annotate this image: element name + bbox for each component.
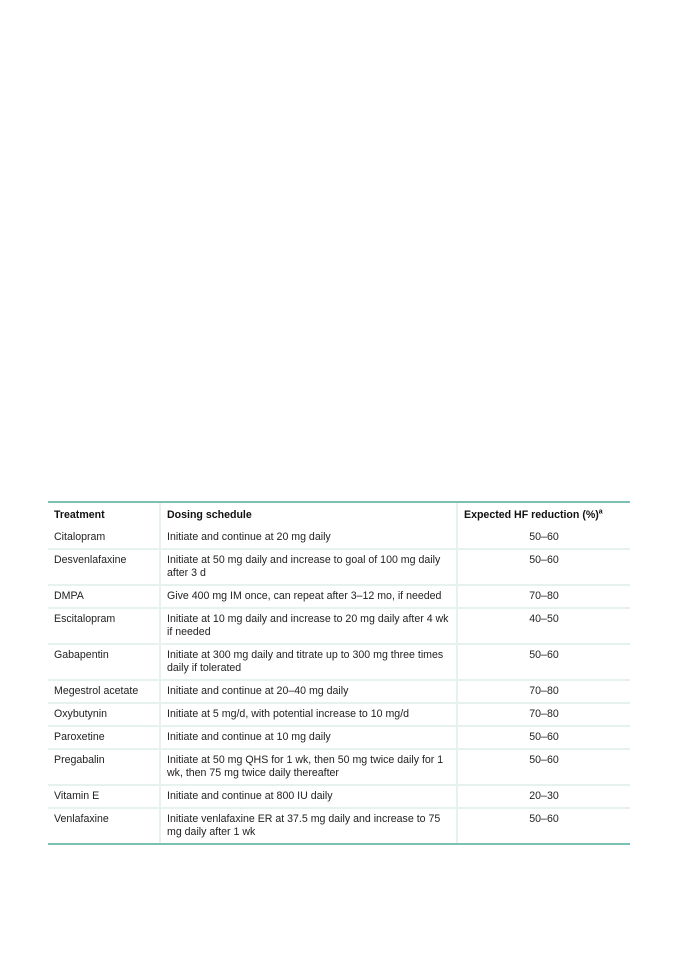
- table-row: [48, 607, 630, 643]
- table-row: [48, 702, 630, 725]
- dosing-cell: Initiate at 50 mg QHS for 1 wk, then 50 mg twice daily for 1 wk, then 75 mg twice daily thereafter: [161, 748, 458, 784]
- treatment-cell: Paroxetine: [48, 725, 161, 748]
- dosing-cell: Initiate venlafaxine ER at 37.5 mg daily and increase to 75 mg daily after 1 wk: [161, 807, 458, 843]
- dosing-cell: Initiate and continue at 10 mg daily: [161, 725, 458, 748]
- dosing-cell: Initiate and continue at 20–40 mg daily: [161, 679, 458, 702]
- reduction-cell: 50–60: [458, 548, 630, 584]
- dosing-cell: Initiate at 10 mg daily and increase to 20 mg daily after 4 wk if needed: [161, 607, 458, 643]
- table-row: [48, 679, 630, 702]
- treatment-cell: Citalopram: [48, 527, 161, 548]
- reduction-cell: 70–80: [458, 679, 630, 702]
- reduction-cell: 50–60: [458, 725, 630, 748]
- reduction-cell: 50–60: [458, 527, 630, 548]
- table-row: [48, 527, 630, 548]
- header-treatment: Treatment: [48, 503, 161, 527]
- reduction-cell: 70–80: [458, 584, 630, 607]
- table-row: [48, 584, 630, 607]
- dosing-cell: Initiate and continue at 800 IU daily: [161, 784, 458, 807]
- table-row: [48, 748, 630, 784]
- table-row: [48, 725, 630, 748]
- dosing-cell: Give 400 mg IM once, can repeat after 3–12 mo, if needed: [161, 584, 458, 607]
- header-footnote-marker: a: [598, 508, 603, 516]
- treatment-cell: Megestrol acetate: [48, 679, 161, 702]
- dosing-cell: Initiate at 300 mg daily and titrate up to 300 mg three times daily if tolerated: [161, 643, 458, 679]
- table-row: [48, 807, 630, 843]
- dosing-cell: Initiate at 5 mg/d, with potential increase to 10 mg/d: [161, 702, 458, 725]
- table-header-row: [48, 503, 630, 527]
- table-row: [48, 548, 630, 584]
- treatment-cell: Oxybutynin: [48, 702, 161, 725]
- table-row: [48, 784, 630, 807]
- reduction-cell: 70–80: [458, 702, 630, 725]
- treatment-cell: Pregabalin: [48, 748, 161, 784]
- treatment-cell: Desvenlafaxine: [48, 548, 161, 584]
- reduction-cell: 20–30: [458, 784, 630, 807]
- reduction-cell: 50–60: [458, 643, 630, 679]
- treatment-table: [48, 503, 630, 843]
- header-dosing-schedule: Dosing schedule: [161, 503, 458, 527]
- reduction-cell: 40–50: [458, 607, 630, 643]
- reduction-cell: 50–60: [458, 748, 630, 784]
- header-expected-reduction: [458, 503, 630, 527]
- header-expected-reduction-label: Expected HF reduction (%): [464, 509, 599, 521]
- table-row: [48, 643, 630, 679]
- reduction-cell: 50–60: [458, 807, 630, 843]
- treatment-cell: DMPA: [48, 584, 161, 607]
- treatment-cell: Venlafaxine: [48, 807, 161, 843]
- dosing-cell: Initiate and continue at 20 mg daily: [161, 527, 458, 548]
- treatment-cell: Escitalopram: [48, 607, 161, 643]
- treatment-table-container: [48, 501, 630, 845]
- dosing-cell: Initiate at 50 mg daily and increase to goal of 100 mg daily after 3 d: [161, 548, 458, 584]
- treatment-cell: Vitamin E: [48, 784, 161, 807]
- treatment-cell: Gabapentin: [48, 643, 161, 679]
